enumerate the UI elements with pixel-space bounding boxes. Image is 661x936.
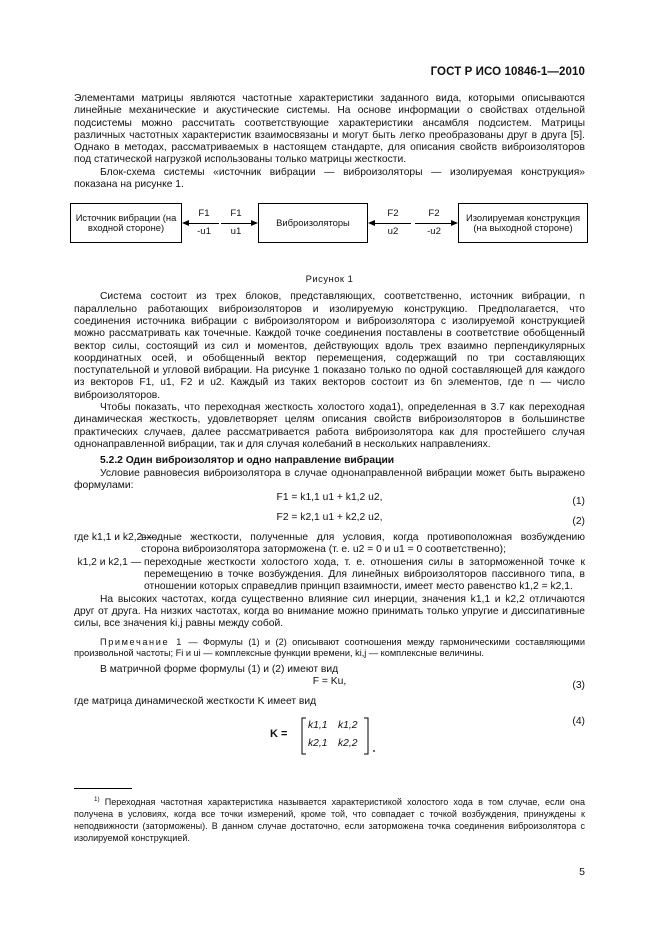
arrow4-head xyxy=(451,220,458,226)
arrow1-displacement-label: -u1 xyxy=(197,226,211,238)
footnote-1 xyxy=(74,796,585,844)
arrow1-line xyxy=(189,223,219,224)
definition-transfer-stiffness xyxy=(74,557,585,594)
section-heading-5-2-2: 5.2.2 Один виброизолятор и одно направление вибрации xyxy=(100,455,395,467)
arrow1-head xyxy=(182,220,189,226)
paragraph-transfer-stiffness: Чтобы показать, что переходная жесткость холостого хода1), определенная в 3.7 как переходная динамическая жесткость, удовлетворяет целям описания свойств виброизоляторов в большинстве практических случаев, далее рассматривается работа виброизолятора как для простейшего случая однонаправленной вибрации, так и для случая колебаний в нескольких направлениях. xyxy=(74,402,585,450)
arrow2-line xyxy=(221,223,251,224)
page-content xyxy=(74,93,585,756)
equation-1-formula: F1 = k1,1 u1 + k1,2 u2, xyxy=(276,492,383,504)
paragraph-equilibrium: Условие равновесия виброизолятора в случае однонаправленной вибрации может быть выражено формулами: xyxy=(74,467,585,491)
matrix-lhs: K = xyxy=(270,728,288,741)
block-isolators: Виброизоляторы xyxy=(258,203,368,243)
arrow3-force-label: F2 xyxy=(387,208,399,220)
arrow2-head xyxy=(251,220,258,226)
note-text: — Формулы (1) и (2) описывают соотношения между гармоническими составляющими произвольной частоты; Fi и ui — комплексные функции времени, ki,j — комплексные величины. xyxy=(74,636,585,658)
matrix-cell-12: k1,2 xyxy=(338,720,358,732)
matrix-cell-11: k1,1 xyxy=(308,720,328,732)
equation-3-formula: F = Ku, xyxy=(312,675,347,687)
paragraph-block-diagram: Блок-схема системы «источник вибрации — виброизоляторы — изолируемая конструкция» показана на рисунке 1. xyxy=(74,166,585,191)
paragraph-system-description: Система состоит из трех блоков, представляющих, соответственно, источник вибрации, n параллельно работающих виброизоляторов и изолируемую конструкцию. Предполагается, что соединения источника вибрации с виброизолятором и виброизолятора с изолируемой конструкцией можно рассматривать как точечные. Каждой точке соединения поставлены в соответствие обобщенный вектор силы, состоящий из сил и моментов, действующих вдоль трех взаимно перпендикулярных координатных осей, и обобщенный вектор перемещения, содержащий по три составляющих поступательной и угловой вибрации. На рисунке 1 показано только по одной составляющей для каждого из векторов F1, u1, F2 и u2. Каждый из таких векторов состоит из 6n элементов, где n — число виброизоляторов. xyxy=(74,291,585,401)
definition-text: переходные жесткости холостого хода, т. е. отношения силы в заторможенной точке к перемещению в точке возбуждения. Для линейных виброизоляторов пассивного типа, в отношении которых справедлив принцип взаимности, имеет место равенство k1,2 = k2,1. xyxy=(144,556,585,593)
definition-input-stiffness xyxy=(74,532,585,557)
arrow2-displacement-label: u1 xyxy=(230,226,242,238)
equation-2-formula: F2 = k2,1 u1 + k2,2 u2, xyxy=(276,512,383,524)
arrow3-line xyxy=(375,223,411,224)
equation-3-number: (3) xyxy=(572,679,585,691)
note-label: Примечание 1 xyxy=(100,636,183,647)
block-vibration-source: Источник вибрации (на входной стороне) xyxy=(70,203,182,243)
arrow4-line xyxy=(415,223,451,224)
figure-1-block-diagram xyxy=(74,203,585,287)
page-header: ГОСТ Р ИСО 10846-1—2010 xyxy=(430,66,585,78)
matrix-cell-21: k2,1 xyxy=(308,738,328,750)
figure-caption: Рисунок 1 xyxy=(305,273,354,285)
footnote-text: Переходная частотная характеристика называется характеристикой холостого хода в том случае, если она получена в условиях, когда все точки измерений, кроме той, что совпадает с точкой возбуждения, принуждены к неподвижности (заторможены). В данном случае достаточно, если заторможена точка соединения виброизолятора с изолируемой конструкцией. xyxy=(74,797,585,843)
paragraph-matrix-elements: Элементами матрицы являются частотные характеристики заданного вида, которыми описываются линейные механические и акустические системы. На основе информации о свойствах отдельной подсистемы можно рассчитать соответствующие характеристики ансамбля подсистем. Матрицы различных частотных характеристик взаимосвязаны и могут быть легко преобразованы друг в друга [5]. Однако в методах, рассматриваемых в настоящем стандарте, для описания свойств виброизоляторов под статической нагрузкой использованы только матрицы жесткости. xyxy=(74,93,585,166)
arrow4-force-label: F2 xyxy=(428,208,440,220)
paragraph-matrix-form: В матричной форме формулы (1) и (2) имеют вид xyxy=(100,663,339,675)
equation-4-number: (4) xyxy=(572,716,585,728)
equation-1-number: (1) xyxy=(572,496,585,508)
equation-2 xyxy=(74,512,585,532)
equation-2-number: (2) xyxy=(572,516,585,528)
arrow2-force-label: F1 xyxy=(230,208,242,220)
definition-term: k1,2 и k2,1 — xyxy=(77,556,141,568)
equation-1 xyxy=(74,492,585,512)
arrow3-displacement-label: u2 xyxy=(387,226,399,238)
arrow4-displacement-label: -u2 xyxy=(427,226,441,238)
footnote-separator xyxy=(74,788,132,789)
equation-3 xyxy=(74,676,585,696)
paragraph-frequency-effects: На высоких частотах, когда существенно влияние сил инерции, значения k1,1 и k2,2 отличаются друг от друга. На низких частотах, когда во внимание можно принимать только упругие и диссипативные силы, все значения ki,j равны между собой. xyxy=(74,593,585,630)
arrow3-head xyxy=(368,220,375,226)
matrix-cell-22: k2,2 xyxy=(338,738,358,750)
footnote-mark: 1) xyxy=(94,796,100,803)
block-isolated-structure: Изолируемая конструкция (на выходной стороне) xyxy=(458,203,588,243)
arrow1-force-label: F1 xyxy=(198,208,210,220)
definition-term: где k1,1 и k2,2 — xyxy=(74,532,156,544)
equation-4 xyxy=(74,716,585,756)
definition-text: входные жесткости, полученные для условия, когда противоположная возбуждению сторона виброизолятора заторможена (т. е. u2 = 0 и u1 = 0 соответственно); xyxy=(141,532,585,556)
paragraph-stiffness-matrix: где матрица динамической жесткости K имеет вид xyxy=(74,695,317,707)
page-number: 5 xyxy=(579,866,585,878)
note-1 xyxy=(74,637,585,660)
